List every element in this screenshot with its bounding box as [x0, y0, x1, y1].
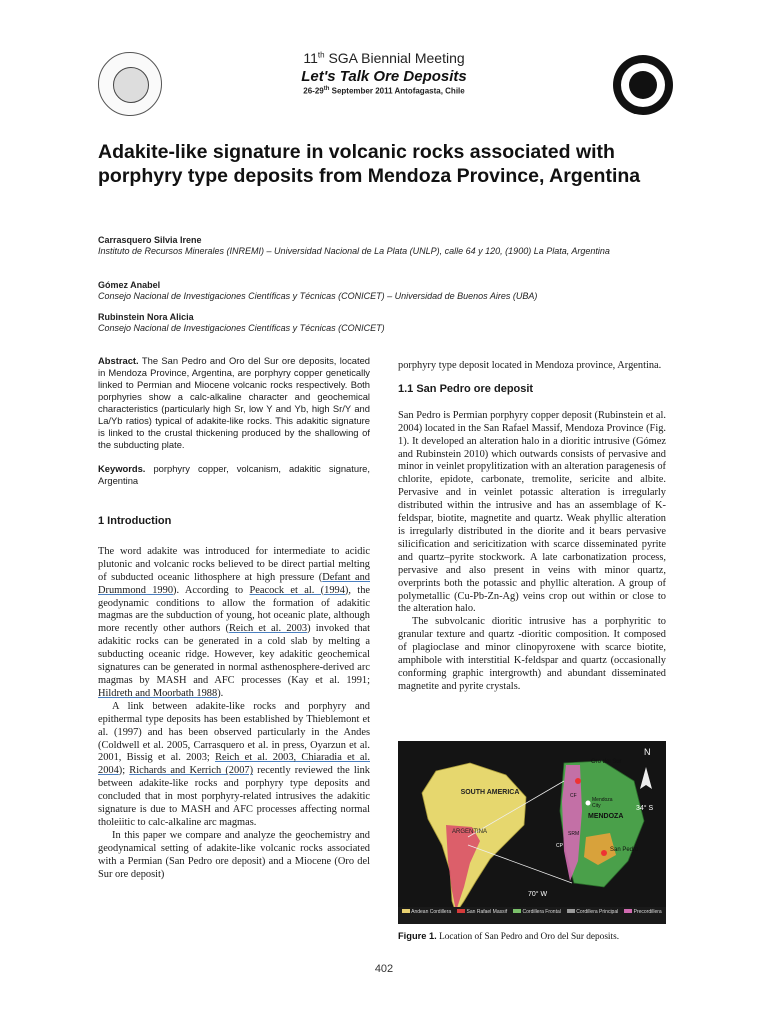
paragraph: A link between adakite-like rocks and porphyry and epithermal type deposits has been established by Thieblemont et al. (1997) and has been observed particularly in the Andes (Coldwell et al. 2005, Carrasquero et al. in press, Oyarzun et al. 2001, Bissig et al. 2003; Reich et al. 2003, Chiaradia et al. 2004); Richards and Kerrich (2007) recently reviewed the link between adakite-like rocks and porphyry type deposits and concluded that in most porphyry-related intrusives the adakitic signature is due to MASH and AFC processes affecting normal tholeiitic to calc-alkaline arc magmas.	[98, 700, 370, 828]
legend-item: San Rafael Massif	[457, 909, 507, 915]
author-block	[98, 234, 678, 258]
author-affiliation: Consejo Nacional de Investigaciones Científicas y Técnicas (CONICET) – Universidad de Buenos Aires (UBA)	[98, 291, 538, 301]
citation-link[interactable]: Defant and Drummond 1990	[98, 571, 371, 596]
location-map-figure	[398, 741, 666, 924]
author-name: Rubinstein Nora Alicia	[98, 312, 194, 322]
author-affiliation: Instituto de Recursos Minerales (INREMI) – Universidad Nacional de La Plata (UNLP), calle 64 y 120, (1900) La Plata, Argentina	[98, 246, 610, 256]
legend-item: Cordillera Frontal	[513, 909, 561, 915]
meeting-dates: 26-29th September 2011 Antofagasta, Chile	[303, 86, 465, 96]
cf-label: CF	[570, 793, 577, 799]
north-label: N	[644, 747, 651, 757]
oro-del-sur-label: Oro del Sur	[591, 759, 622, 765]
author-block	[98, 311, 678, 335]
oro-del-sur-marker	[575, 778, 581, 784]
paragraph: San Pedro is Permian porphyry copper deposit (Rubinstein et al. 2004) located in the San Rafael Massif, Mendoza Province (Fig. 1). It developed an alteration halo in a dioritic intrusive (Gómez and Rubinstein 2010) which outwards consists of pervasive and minor in veinlet propylitization with an alteration paragenesis of chlorite, epidote, carbonate, tremolite, sericite and albite. Pervasive and in veinlet potassic alteration is irregularly distributed within the intrusive and has an assemblage of K-feldspar, biotite, magnetite and quartz. Weak phyllic alteration is irregularly distributed in the diorite and it bears pervasive silicification and sericitization with scarce disseminated pyrite and quartz–pyrite stockwork. A late carbonatization process, pervasive and also present in veins with minor quartz, overprints both the potassic and phyllic alteration. A group of polymetallic (Cu-Pb-Zn-Ag) veins crop out within or close to the alteration halo.	[398, 409, 666, 615]
abstract: Abstract. The San Pedro and Oro del Sur ore deposits, located in Mendoza Province, Argentina, are porphyry copper genetically linked to Permian and Miocene volcanic rocks respectively. Both porphyries show a calc-alkaline character and geochemical characteristics (particularly high Sr, low Y and Yb, high Sr/Y and La/Yb ratios) typical of adakite-like rocks. This adakitic signature is linked to the crustal thickening produced by the shallowing of the subducting plate.	[98, 355, 370, 450]
page-number: 402	[374, 963, 394, 975]
paragraph: The word adakite was introduced for intermediate to acidic plutonic and volcanic rocks believed to be direct partial melting of subducted oceanic lithosphere at high pressure (Defant and Drummond 1990). According to Peacock et al. (1994), the geodynamic conditions to allow the formation of adakitic magmas are the subduction of young, hot oceanic plate, although more recently other authors (Reich et al. 2003) invoked that adakitic rocks can be generated in a cold slab by melting a subducting oceanic ridge. However, key adakitic geochemical signatures can be generated in normal asthenosphere-derived arc magmas by MASH and AFC processes (Kay et al. 1991; Hildreth and Moorbath 1988).	[98, 545, 371, 699]
cp-label: CP	[556, 843, 563, 849]
keywords: Keywords. porphyry copper, volcanism, adakitic signature, Argentina	[98, 463, 371, 486]
paragraph: In this paper we compare and analyze the geochemistry and geodynamical setting of adakite-like volcanic rocks associated with a Permian (San Pedro ore deposit) and a Miocene (Oro del Sur ore deposit)	[98, 829, 370, 880]
map-legend	[402, 909, 666, 915]
figure-caption: Figure 1. Location of San Pedro and Oro del Sur deposits.	[398, 931, 620, 942]
san-pedro-marker	[601, 850, 607, 856]
argentina-label: ARGENTINA	[452, 829, 488, 835]
san-pedro-label: San Pedro	[610, 847, 639, 853]
subsection-heading: 1.1 San Pedro ore deposit	[398, 382, 534, 395]
latitude-label: 34° S	[636, 805, 654, 812]
paragraph: porphyry type deposit located in Mendoza province, Argentina.	[398, 360, 662, 371]
mendoza-label: MENDOZA	[588, 813, 624, 820]
meeting-slogan: Let's Talk Ore Deposits	[301, 68, 467, 85]
paper-title: Adakite-like signature in volcanic rocks associated with porphyry type deposits from Mendoza Province, Argentina	[98, 141, 641, 187]
author-affiliation: Consejo Nacional de Investigaciones Científicas y Técnicas (CONICET)	[98, 323, 385, 333]
sga-society-logo	[98, 52, 162, 116]
author-name: Gómez Anabel	[98, 280, 161, 290]
university-seal-logo	[613, 55, 673, 115]
citation-link[interactable]: Richards and Kerrich (2007)	[129, 765, 254, 777]
author-block	[98, 279, 678, 303]
legend-item: Cordillera Principal	[567, 909, 618, 915]
citation-link[interactable]: Reich et al. 2003	[228, 623, 308, 635]
meeting-title: 11th SGA Biennial Meeting	[303, 50, 465, 66]
longitude-label: 70° W	[528, 891, 548, 898]
paragraph: The subvolcanic dioritic intrusive has a porphyritic to granular texture and quartz -dioritic composition. It composed of plagioclase and minor clinopyroxene with scarce biotite, amphibole with interstitial K-feldspar and quartz (occasionally conforming graphic intergrowth) and abundant disseminated magnetite and pyrite crystals.	[398, 616, 666, 692]
srm-label: SRM	[568, 831, 580, 837]
citation-link[interactable]: Reich et al. 2003, Chiaradia et al. 2004	[98, 752, 370, 777]
legend-item: Andean Cordillera	[402, 909, 451, 915]
south-america-label: SOUTH AMERICA	[460, 789, 520, 796]
citation-link[interactable]: Peacock et al. (1994)	[249, 584, 349, 596]
mendoza-city-label: Mendoza City	[592, 797, 613, 809]
right-column	[398, 360, 666, 694]
section-heading: 1 Introduction	[98, 515, 172, 527]
legend-item: Precordillera	[624, 909, 661, 915]
citation-link[interactable]: Hildreth and Moorbath 1988	[98, 687, 218, 699]
mendoza-city-marker	[586, 801, 591, 806]
author-name: Carrasquero Silvia Irene	[98, 235, 202, 245]
left-column	[98, 355, 370, 881]
